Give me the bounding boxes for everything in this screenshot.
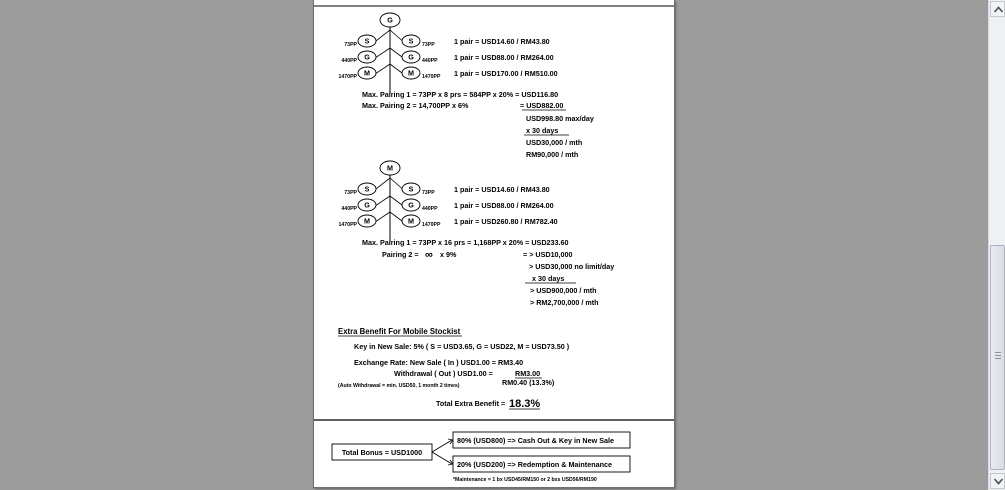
tree2-right-pp: 1470PP — [422, 222, 441, 228]
tree1-pair-value: 1 pair = USD14.60 / RM43.80 — [454, 37, 550, 46]
grip-icon — [995, 352, 1001, 360]
scroll-thumb[interactable] — [990, 245, 1005, 470]
tree1-right-pp: 1470PP — [422, 74, 441, 80]
tree1-total-days: x 30 days — [526, 126, 559, 135]
arrow-up-icon — [994, 6, 1003, 13]
exchange-rate-in: Exchange Rate: New Sale ( In ) USD1.00 = RM3.40 — [354, 358, 524, 367]
tree2-left-node-label: G — [364, 200, 370, 210]
tree2-left-node-label: M — [364, 216, 370, 226]
tree2-left-pp: 73PP — [344, 190, 357, 196]
rate-difference: RM0.40 (13.3%) — [502, 378, 555, 387]
key-in-new-sale: Key in New Sale: 5% ( S = USD3.65, G = USD22, M = USD73.50 ) — [354, 342, 570, 351]
tree1-right-node-label: G — [408, 52, 414, 62]
tree1-total-day: USD998.80 max/day — [526, 114, 594, 123]
tree1-calc-line2: Max. Pairing 2 = 14,700PP x 6% — [362, 101, 469, 110]
redemption-branch: 20% (USD200) => Redemption & Maintenance — [457, 460, 612, 469]
vertical-scrollbar[interactable] — [988, 0, 1005, 490]
document-page — [313, 0, 675, 488]
tree2-left-pp: 1470PP — [338, 222, 357, 228]
tree2-total-day: > USD30,000 no limit/day — [529, 262, 615, 271]
tree1-root-node-label: G — [387, 15, 393, 25]
tree1-right-pp: 440PP — [422, 58, 438, 64]
total-bonus-label: Total Bonus = USD1000 — [341, 448, 423, 457]
tree1-pair-value: 1 pair = USD88.00 / RM264.00 — [454, 53, 554, 62]
tree1-left-pp: 1470PP — [338, 74, 357, 80]
withdrawal-rate-value: RM3.00 — [515, 369, 541, 378]
maintenance-footnote: *Maintenance = 1 bx USD45/RM150 or 2 bxs USD56/RM190 — [453, 477, 597, 483]
tree1-right-pp: 73PP — [422, 42, 435, 48]
tree2-total-month-usd: > USD900,000 / mth — [530, 286, 597, 295]
tree2-right-pp: 73PP — [422, 190, 435, 196]
tree1-left-node-label: M — [364, 68, 370, 78]
arrow-down-icon — [994, 478, 1003, 485]
tree1-left-pp: 440PP — [341, 58, 357, 64]
tree1-left-pp: 73PP — [344, 42, 357, 48]
tree2-root-node-label: M — [387, 163, 393, 173]
scroll-up-button[interactable] — [990, 1, 1005, 17]
tree2-total-month-rm: > RM2,700,000 / mth — [530, 298, 599, 307]
tree1-left-node-label: G — [364, 52, 370, 62]
auto-withdrawal-note: (Auto Withdrawal = min. USD50, 1 month 2 times) — [338, 383, 460, 389]
cash-out-branch: 80% (USD800) => Cash Out & Key in New Sale — [457, 436, 614, 445]
tree2-calc-line1: Max. Pairing 1 = 73PP x 16 prs = 1,168PP x 20% = USD233.60 — [362, 238, 569, 247]
withdrawal-rate-label: Withdrawal ( Out ) USD1.00 = — [394, 369, 493, 378]
tree2-infinity-symbol: ∞ — [425, 249, 433, 261]
bonus-arrow-down-line — [432, 452, 452, 464]
tree1-calc-line1: Max. Pairing 1 = 73PP x 8 prs = 584PP x 20% = USD116.80 — [362, 90, 559, 99]
tree1-left-node-label: S — [364, 36, 370, 46]
tree2-left-node-label: S — [364, 184, 370, 194]
tree1-right-node-label: M — [408, 68, 414, 78]
tree1-pair-value: 1 pair = USD170.00 / RM510.00 — [454, 69, 558, 78]
tree1-calc-result: = USD882.00 — [520, 101, 564, 110]
tree2-right-node-label: G — [408, 200, 414, 210]
extra-benefit-heading: Extra Benefit For Mobile Stockist — [338, 327, 461, 336]
tree1-right-node-label: S — [408, 36, 414, 46]
tree2-right-node-label: M — [408, 216, 414, 226]
document-diagram — [314, 0, 674, 487]
tree2-total-days: x 30 days — [532, 274, 565, 283]
tree1-total-month-rm: RM90,000 / mth — [526, 150, 579, 159]
tree2-pair-value: 1 pair = USD260.80 / RM782.40 — [454, 217, 558, 226]
tree2-calc-line2-rate: x 9% — [440, 250, 457, 259]
tree2-right-pp: 440PP — [422, 206, 438, 212]
tree2-right-node-label: S — [408, 184, 414, 194]
total-extra-benefit-label: Total Extra Benefit = — [436, 399, 506, 408]
tree1-total-month-usd: USD30,000 / mth — [526, 138, 583, 147]
scroll-down-button[interactable] — [990, 473, 1005, 489]
tree2-pair-value: 1 pair = USD88.00 / RM264.00 — [454, 201, 554, 210]
tree2-calc-result: = > USD10,000 — [523, 250, 573, 259]
bonus-arrow-up-line — [432, 440, 452, 452]
tree2-pair-value: 1 pair = USD14.60 / RM43.80 — [454, 185, 550, 194]
tree2-calc-line2-label: Pairing 2 = — [382, 250, 419, 259]
total-extra-benefit-value: 18.3% — [509, 398, 541, 410]
tree2-left-pp: 440PP — [341, 206, 357, 212]
